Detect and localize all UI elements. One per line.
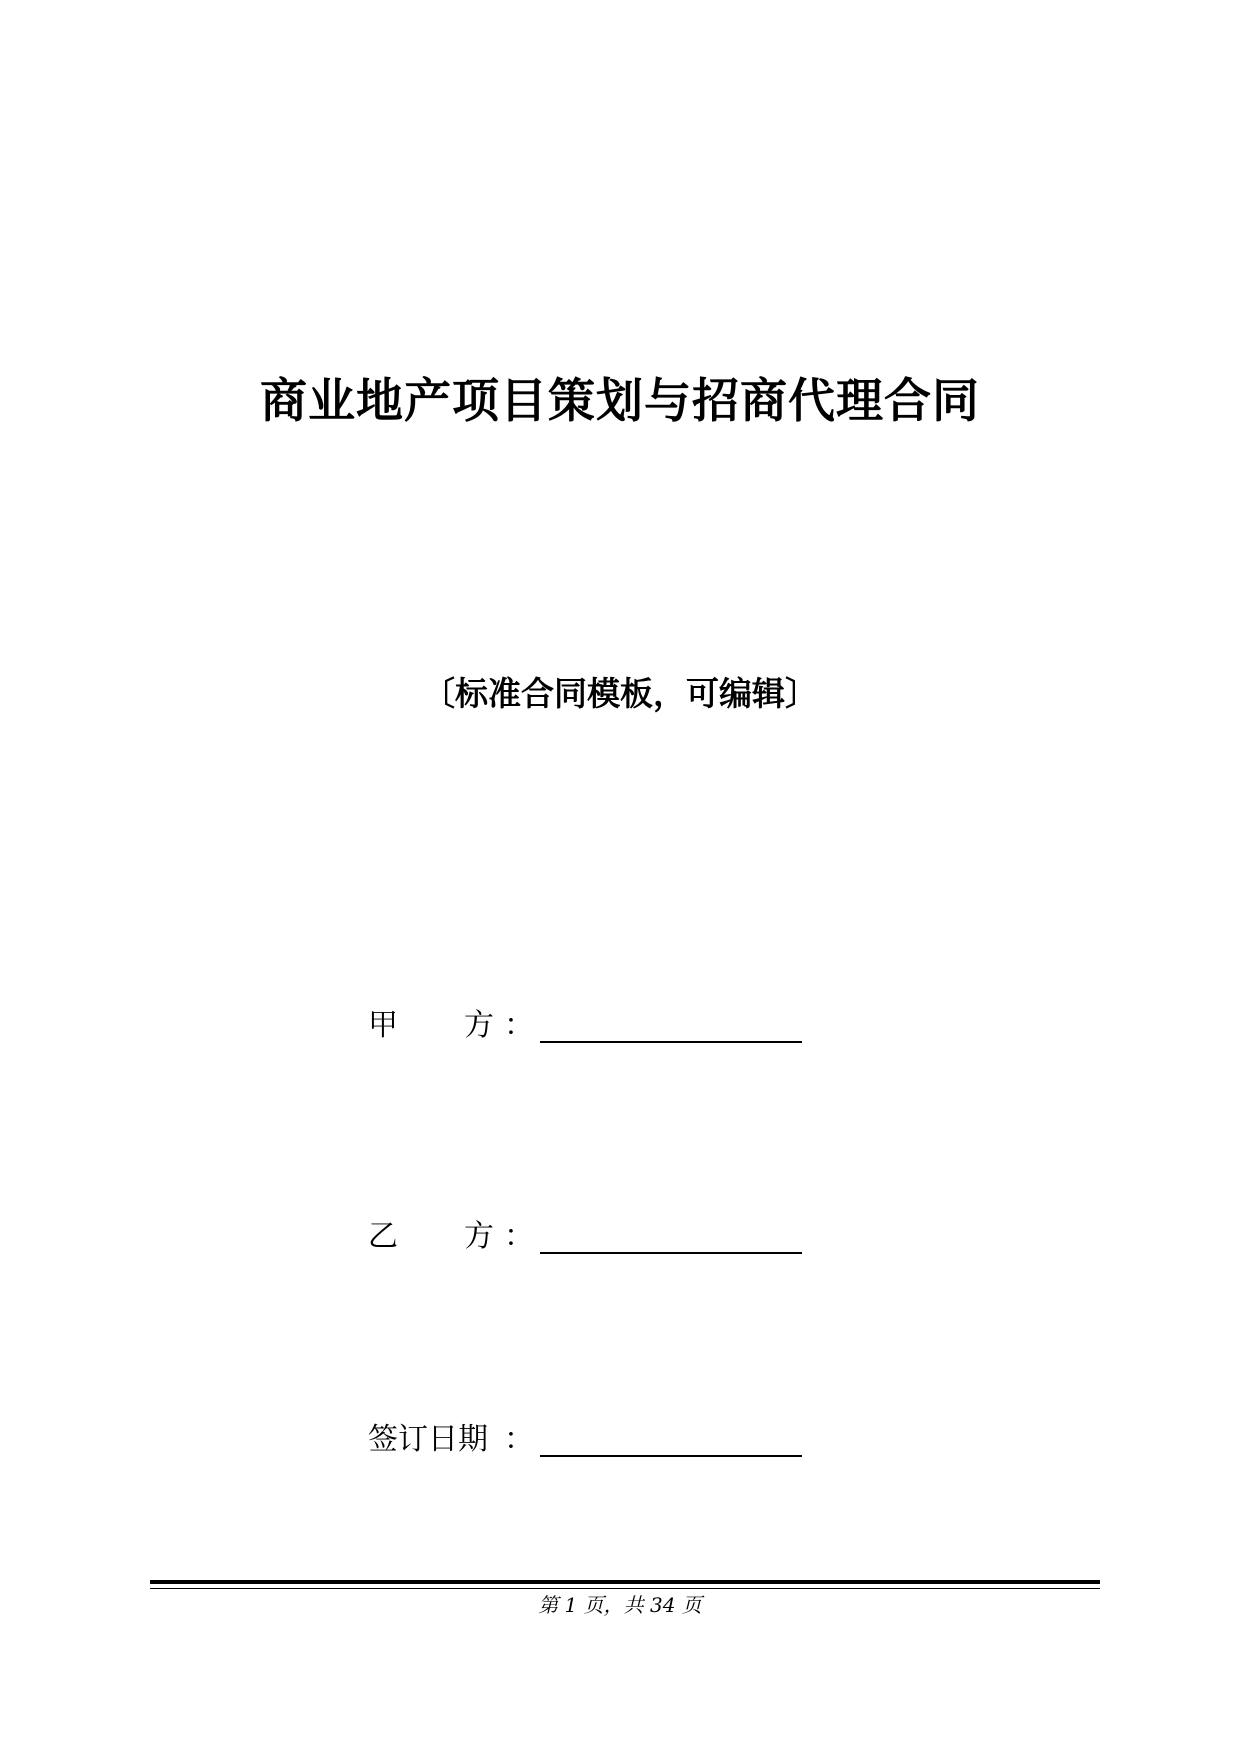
party-a-colon: ： [504,1008,534,1043]
sign-date-colon: ： [504,1422,534,1457]
page-number-footer: 第 1 页，共 34 页 [538,1593,702,1617]
party-a-label [368,1002,494,1050]
document-subtitle: 〔标准合同模板，可编辑〕 [422,674,818,713]
sign-date-blank-field[interactable] [540,1455,802,1457]
party-b-label [368,1213,494,1261]
party-a-label-char2: 方 [464,1008,494,1043]
party-b-label-char1: 乙 [368,1219,398,1254]
party-a-label-char1: 甲 [368,1008,398,1043]
party-b-blank-field[interactable] [540,1252,802,1254]
document-title: 商业地产项目策划与招商代理合同 [260,374,980,429]
party-b-label-char2: 方 [464,1219,494,1254]
party-b-row [368,1213,808,1261]
sign-date-row [368,1416,808,1464]
sign-date-label: 签订日期 [368,1422,488,1457]
footer-divider [150,1580,1100,1589]
party-a-blank-field[interactable] [540,1041,802,1043]
party-a-row [368,1002,808,1050]
party-b-colon: ： [504,1219,534,1254]
